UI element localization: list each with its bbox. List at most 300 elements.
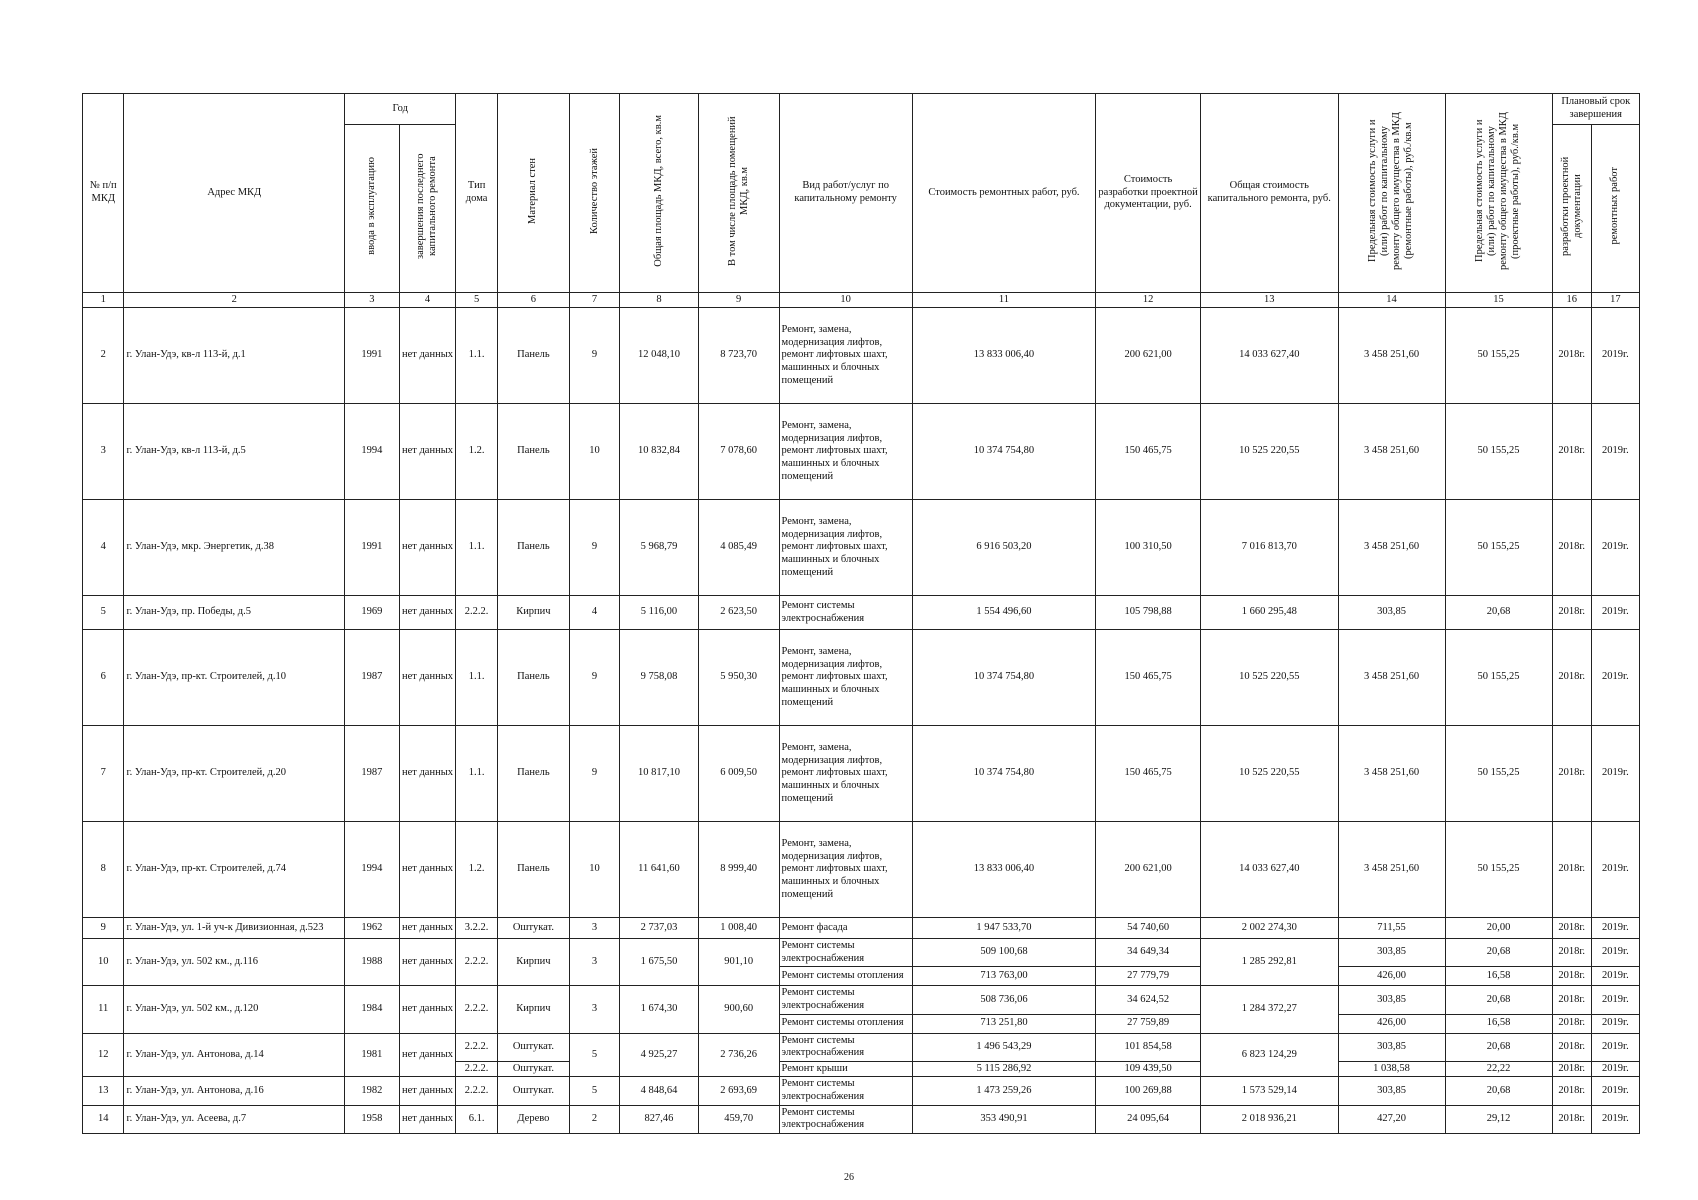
year-last-repair-cell: нет данных xyxy=(399,1077,456,1105)
total-area-cell: 12 048,10 xyxy=(620,308,699,404)
year-last-repair-cell: нет данных xyxy=(399,939,456,986)
capital-repair-table xyxy=(82,93,1640,1134)
wall-material-cell: Панель xyxy=(497,308,569,404)
deadline-repair-cell: 2019г. xyxy=(1591,1033,1639,1061)
deadline-design-cell: 2018г. xyxy=(1552,630,1591,726)
table-row xyxy=(83,726,1640,822)
design-cost-cell: 100 269,88 xyxy=(1096,1077,1201,1105)
premises-area-cell: 2 736,26 xyxy=(698,1033,779,1077)
floors-cell: 10 xyxy=(569,404,619,500)
design-cost-cell: 200 621,00 xyxy=(1096,822,1201,918)
premises-area-cell: 1 008,40 xyxy=(698,918,779,939)
deadline-repair-cell: 2019г. xyxy=(1591,939,1639,967)
repair-cost-cell: 508 736,06 xyxy=(912,986,1095,1014)
work-type-cell: Ремонт системы отопления xyxy=(779,1014,912,1033)
deadline-design-cell: 2018г. xyxy=(1552,918,1591,939)
column-number: 5 xyxy=(456,292,497,308)
table-row xyxy=(83,822,1640,918)
wall-material-cell: Дерево xyxy=(497,1105,569,1133)
deadline-repair-cell: 2019г. xyxy=(1591,630,1639,726)
work-type-cell: Ремонт крыши xyxy=(779,1061,912,1077)
design-cost-cell: 34 649,34 xyxy=(1096,939,1201,967)
max-cost-repair-cell: 711,55 xyxy=(1338,918,1445,939)
total-area-cell: 10 817,10 xyxy=(620,726,699,822)
max-cost-repair-cell: 3 458 251,60 xyxy=(1338,308,1445,404)
floors-cell: 3 xyxy=(569,986,619,1033)
total-cost-cell: 1 660 295,48 xyxy=(1200,596,1338,630)
premises-area-cell: 7 078,60 xyxy=(698,404,779,500)
design-cost-cell: 105 798,88 xyxy=(1096,596,1201,630)
total-cost-cell: 1 284 372,27 xyxy=(1200,986,1338,1033)
deadline-repair-cell: 2019г. xyxy=(1591,918,1639,939)
total-cost-cell: 6 823 124,29 xyxy=(1200,1033,1338,1077)
work-type-cell: Ремонт, замена, модернизация лифтов, ремонт лифтовых шахт, машинных и блочных помещений xyxy=(779,308,912,404)
premises-area-cell: 5 950,30 xyxy=(698,630,779,726)
address-cell: г. Улан-Удэ, ул. Антонова, д.14 xyxy=(124,1033,345,1077)
design-cost-cell: 54 740,60 xyxy=(1096,918,1201,939)
repair-cost-cell: 10 374 754,80 xyxy=(912,630,1095,726)
house-type-cell: 1.1. xyxy=(456,500,497,596)
work-type-cell: Ремонт фасада xyxy=(779,918,912,939)
deadline-repair-cell: 2019г. xyxy=(1591,1061,1639,1077)
repair-cost-cell: 713 763,00 xyxy=(912,967,1095,986)
total-cost-cell: 10 525 220,55 xyxy=(1200,630,1338,726)
floors-cell: 9 xyxy=(569,308,619,404)
header-deadline-design xyxy=(1552,125,1591,293)
wall-material-cell: Кирпич xyxy=(497,986,569,1033)
table-row xyxy=(83,500,1640,596)
year-last-repair-cell: нет данных xyxy=(399,596,456,630)
work-type-cell: Ремонт системы отопления xyxy=(779,967,912,986)
deadline-repair-cell: 2019г. xyxy=(1591,596,1639,630)
deadline-design-cell: 2018г. xyxy=(1552,596,1591,630)
house-type-cell: 1.1. xyxy=(456,308,497,404)
repair-cost-cell: 1 947 533,70 xyxy=(912,918,1095,939)
column-number: 2 xyxy=(124,292,345,308)
total-area-cell: 10 832,84 xyxy=(620,404,699,500)
repair-cost-cell: 10 374 754,80 xyxy=(912,404,1095,500)
floors-cell: 5 xyxy=(569,1033,619,1077)
total-cost-cell: 2 018 936,21 xyxy=(1200,1105,1338,1133)
header-total-cost: Общая стоимость капитального ремонта, руб. xyxy=(1200,94,1338,293)
year-commission-cell: 1987 xyxy=(345,630,400,726)
year-last-repair-cell: нет данных xyxy=(399,404,456,500)
max-cost-repair-cell: 3 458 251,60 xyxy=(1338,822,1445,918)
header-year-commission xyxy=(345,125,400,293)
table-row xyxy=(83,939,1640,967)
deadline-repair-cell: 2019г. xyxy=(1591,1077,1639,1105)
column-number: 1 xyxy=(83,292,124,308)
table-row xyxy=(83,986,1640,1014)
wall-material-cell: Кирпич xyxy=(497,939,569,986)
total-area-cell: 827,46 xyxy=(620,1105,699,1133)
year-last-repair-cell: нет данных xyxy=(399,630,456,726)
max-cost-design-cell: 20,68 xyxy=(1445,986,1552,1014)
total-area-cell: 2 737,03 xyxy=(620,918,699,939)
row-number: 2 xyxy=(83,308,124,404)
max-cost-repair-cell: 3 458 251,60 xyxy=(1338,726,1445,822)
deadline-design-cell: 2018г. xyxy=(1552,726,1591,822)
house-type-cell: 2.2.2. xyxy=(456,1033,497,1061)
max-cost-repair-cell: 3 458 251,60 xyxy=(1338,404,1445,500)
header-deadline-design-text: разработки проектной документации xyxy=(1559,156,1583,256)
table-row xyxy=(83,404,1640,500)
year-last-repair-cell: нет данных xyxy=(399,500,456,596)
floors-cell: 4 xyxy=(569,596,619,630)
max-cost-repair-cell: 3 458 251,60 xyxy=(1338,500,1445,596)
header-wall-material xyxy=(497,94,569,293)
address-cell: г. Улан-Удэ, ул. Антонова, д.16 xyxy=(124,1077,345,1105)
header-premises-area xyxy=(698,94,779,293)
year-commission-cell: 1994 xyxy=(345,404,400,500)
header-deadline-repair-text: ремонтных работ xyxy=(1609,167,1621,245)
address-cell: г. Улан-Удэ, мкр. Энергетик, д.38 xyxy=(124,500,345,596)
header-deadline-repair xyxy=(1591,125,1639,293)
work-type-cell: Ремонт, замена, модернизация лифтов, ремонт лифтовых шахт, машинных и блочных помещений xyxy=(779,404,912,500)
row-number: 9 xyxy=(83,918,124,939)
table-row xyxy=(83,308,1640,404)
repair-cost-cell: 1 473 259,26 xyxy=(912,1077,1095,1105)
deadline-repair-cell: 2019г. xyxy=(1591,404,1639,500)
design-cost-cell: 150 465,75 xyxy=(1096,726,1201,822)
max-cost-repair-cell: 303,85 xyxy=(1338,596,1445,630)
max-cost-design-cell: 16,58 xyxy=(1445,1014,1552,1033)
work-type-cell: Ремонт системы электроснабжения xyxy=(779,939,912,967)
wall-material-cell: Панель xyxy=(497,630,569,726)
wall-material-cell: Оштукат. xyxy=(497,918,569,939)
max-cost-design-cell: 50 155,25 xyxy=(1445,308,1552,404)
header-design-cost: Стоимость разработки проектной документации, руб. xyxy=(1096,94,1201,293)
header-total-area xyxy=(620,94,699,293)
floors-cell: 3 xyxy=(569,939,619,986)
total-area-cell: 1 674,30 xyxy=(620,986,699,1033)
total-area-cell: 9 758,08 xyxy=(620,630,699,726)
header-address: Адрес МКД xyxy=(124,94,345,293)
total-cost-cell: 2 002 274,30 xyxy=(1200,918,1338,939)
year-last-repair-cell: нет данных xyxy=(399,308,456,404)
row-number: 4 xyxy=(83,500,124,596)
deadline-design-cell: 2018г. xyxy=(1552,1014,1591,1033)
design-cost-cell: 109 439,50 xyxy=(1096,1061,1201,1077)
header-wall-material-text: Материал стен xyxy=(527,157,539,224)
max-cost-design-cell: 20,00 xyxy=(1445,918,1552,939)
design-cost-cell: 27 779,79 xyxy=(1096,967,1201,986)
repair-cost-cell: 509 100,68 xyxy=(912,939,1095,967)
table-row xyxy=(83,1105,1640,1133)
total-area-cell: 4 925,27 xyxy=(620,1033,699,1077)
total-area-cell: 4 848,64 xyxy=(620,1077,699,1105)
header-repair-cost: Стоимость ремонтных работ, руб. xyxy=(912,94,1095,293)
wall-material-cell: Кирпич xyxy=(497,596,569,630)
column-number-row xyxy=(83,292,1640,308)
total-cost-cell: 1 573 529,14 xyxy=(1200,1077,1338,1105)
deadline-repair-cell: 2019г. xyxy=(1591,967,1639,986)
max-cost-repair-cell: 426,00 xyxy=(1338,967,1445,986)
row-number: 3 xyxy=(83,404,124,500)
max-cost-design-cell: 16,58 xyxy=(1445,967,1552,986)
max-cost-design-cell: 20,68 xyxy=(1445,1077,1552,1105)
year-last-repair-cell: нет данных xyxy=(399,1105,456,1133)
address-cell: г. Улан-Удэ, кв-л 113-й, д.1 xyxy=(124,308,345,404)
max-cost-design-cell: 22,22 xyxy=(1445,1061,1552,1077)
wall-material-cell: Оштукат. xyxy=(497,1033,569,1061)
house-type-cell: 2.2.2. xyxy=(456,596,497,630)
repair-cost-cell: 10 374 754,80 xyxy=(912,726,1095,822)
table-row xyxy=(83,918,1640,939)
year-commission-cell: 1991 xyxy=(345,308,400,404)
total-cost-cell: 10 525 220,55 xyxy=(1200,726,1338,822)
total-cost-cell: 7 016 813,70 xyxy=(1200,500,1338,596)
wall-material-cell: Панель xyxy=(497,726,569,822)
design-cost-cell: 150 465,75 xyxy=(1096,630,1201,726)
header-max-cost-design xyxy=(1445,94,1552,293)
row-number: 11 xyxy=(83,986,124,1033)
max-cost-design-cell: 20,68 xyxy=(1445,939,1552,967)
design-cost-cell: 150 465,75 xyxy=(1096,404,1201,500)
premises-area-cell: 4 085,49 xyxy=(698,500,779,596)
year-commission-cell: 1969 xyxy=(345,596,400,630)
max-cost-repair-cell: 426,00 xyxy=(1338,1014,1445,1033)
year-commission-cell: 1994 xyxy=(345,822,400,918)
year-commission-cell: 1981 xyxy=(345,1033,400,1077)
year-last-repair-cell: нет данных xyxy=(399,726,456,822)
header-year-group: Год xyxy=(345,94,456,125)
year-commission-cell: 1988 xyxy=(345,939,400,986)
row-number: 13 xyxy=(83,1077,124,1105)
year-commission-cell: 1982 xyxy=(345,1077,400,1105)
year-last-repair-cell: нет данных xyxy=(399,986,456,1033)
deadline-design-cell: 2018г. xyxy=(1552,500,1591,596)
column-number: 6 xyxy=(497,292,569,308)
header-max-cost-repair xyxy=(1338,94,1445,293)
table-row xyxy=(83,596,1640,630)
header-house-type: Тип дома xyxy=(456,94,497,293)
floors-cell: 9 xyxy=(569,500,619,596)
floors-cell: 2 xyxy=(569,1105,619,1133)
house-type-cell: 1.1. xyxy=(456,630,497,726)
deadline-design-cell: 2018г. xyxy=(1552,1061,1591,1077)
house-type-cell: 2.2.2. xyxy=(456,939,497,986)
header-floors xyxy=(569,94,619,293)
row-number: 7 xyxy=(83,726,124,822)
premises-area-cell: 459,70 xyxy=(698,1105,779,1133)
total-cost-cell: 14 033 627,40 xyxy=(1200,822,1338,918)
repair-cost-cell: 13 833 006,40 xyxy=(912,822,1095,918)
premises-area-cell: 8 999,40 xyxy=(698,822,779,918)
premises-area-cell: 2 623,50 xyxy=(698,596,779,630)
address-cell: г. Улан-Удэ, ул. 502 км., д.116 xyxy=(124,939,345,986)
house-type-cell: 2.2.2. xyxy=(456,986,497,1033)
max-cost-design-cell: 50 155,25 xyxy=(1445,822,1552,918)
work-type-cell: Ремонт, замена, модернизация лифтов, ремонт лифтовых шахт, машинных и блочных помещений xyxy=(779,726,912,822)
row-number: 5 xyxy=(83,596,124,630)
repair-cost-cell: 1 554 496,60 xyxy=(912,596,1095,630)
year-commission-cell: 1991 xyxy=(345,500,400,596)
house-type-cell: 2.2.2. xyxy=(456,1061,497,1077)
max-cost-design-cell: 50 155,25 xyxy=(1445,630,1552,726)
header-year-commission-text: ввода в эксплуатацию xyxy=(365,157,377,255)
column-number: 3 xyxy=(345,292,400,308)
max-cost-repair-cell: 3 458 251,60 xyxy=(1338,630,1445,726)
table-row xyxy=(83,1077,1640,1105)
year-last-repair-cell: нет данных xyxy=(399,918,456,939)
house-type-cell: 2.2.2. xyxy=(456,1077,497,1105)
wall-material-cell: Панель xyxy=(497,404,569,500)
header-work-type: Вид работ/услуг по капитальному ремонту xyxy=(779,94,912,293)
max-cost-repair-cell: 303,85 xyxy=(1338,1077,1445,1105)
repair-cost-cell: 13 833 006,40 xyxy=(912,308,1095,404)
column-number: 4 xyxy=(399,292,456,308)
column-number: 17 xyxy=(1591,292,1639,308)
design-cost-cell: 100 310,50 xyxy=(1096,500,1201,596)
table-row xyxy=(83,1033,1640,1061)
year-last-repair-cell: нет данных xyxy=(399,1033,456,1077)
page-number: 26 xyxy=(844,1172,854,1183)
address-cell: г. Улан-Удэ, кв-л 113-й, д.5 xyxy=(124,404,345,500)
deadline-repair-cell: 2019г. xyxy=(1591,1105,1639,1133)
premises-area-cell: 6 009,50 xyxy=(698,726,779,822)
max-cost-repair-cell: 303,85 xyxy=(1338,986,1445,1014)
work-type-cell: Ремонт системы электроснабжения xyxy=(779,1033,912,1061)
deadline-design-cell: 2018г. xyxy=(1552,1105,1591,1133)
deadline-repair-cell: 2019г. xyxy=(1591,986,1639,1014)
row-number: 6 xyxy=(83,630,124,726)
year-commission-cell: 1987 xyxy=(345,726,400,822)
deadline-repair-cell: 2019г. xyxy=(1591,1014,1639,1033)
row-number: 12 xyxy=(83,1033,124,1077)
total-cost-cell: 1 285 292,81 xyxy=(1200,939,1338,986)
design-cost-cell: 24 095,64 xyxy=(1096,1105,1201,1133)
design-cost-cell: 101 854,58 xyxy=(1096,1033,1201,1061)
row-number: 14 xyxy=(83,1105,124,1133)
deadline-repair-cell: 2019г. xyxy=(1591,308,1639,404)
header-year-last-repair-text: завершения последнего капитального ремонта xyxy=(415,153,439,259)
address-cell: г. Улан-Удэ, пр. Победы, д.5 xyxy=(124,596,345,630)
column-number: 15 xyxy=(1445,292,1552,308)
table-body xyxy=(83,308,1640,1134)
house-type-cell: 3.2.2. xyxy=(456,918,497,939)
house-type-cell: 1.2. xyxy=(456,404,497,500)
deadline-design-cell: 2018г. xyxy=(1552,939,1591,967)
deadline-design-cell: 2018г. xyxy=(1552,967,1591,986)
header-premises-area-text: В том числе площадь помещений МКД, кв.м xyxy=(726,115,750,266)
address-cell: г. Улан-Удэ, пр-кт. Строителей, д.74 xyxy=(124,822,345,918)
header-deadline-group: Плановый срок завершения xyxy=(1552,94,1639,125)
total-cost-cell: 10 525 220,55 xyxy=(1200,404,1338,500)
max-cost-repair-cell: 1 038,58 xyxy=(1338,1061,1445,1077)
wall-material-cell: Оштукат. xyxy=(497,1061,569,1077)
header-year-last-repair xyxy=(399,125,456,293)
repair-cost-cell: 353 490,91 xyxy=(912,1105,1095,1133)
column-number: 14 xyxy=(1338,292,1445,308)
max-cost-design-cell: 20,68 xyxy=(1445,596,1552,630)
row-number: 10 xyxy=(83,939,124,986)
total-area-cell: 5 968,79 xyxy=(620,500,699,596)
deadline-design-cell: 2018г. xyxy=(1552,1077,1591,1105)
max-cost-repair-cell: 303,85 xyxy=(1338,1033,1445,1061)
work-type-cell: Ремонт, замена, модернизация лифтов, ремонт лифтовых шахт, машинных и блочных помещений xyxy=(779,500,912,596)
column-number: 16 xyxy=(1552,292,1591,308)
floors-cell: 10 xyxy=(569,822,619,918)
house-type-cell: 1.2. xyxy=(456,822,497,918)
address-cell: г. Улан-Удэ, ул. 1-й уч-к Дивизионная, д.523 xyxy=(124,918,345,939)
column-number: 8 xyxy=(620,292,699,308)
max-cost-design-cell: 29,12 xyxy=(1445,1105,1552,1133)
year-last-repair-cell: нет данных xyxy=(399,822,456,918)
column-number: 9 xyxy=(698,292,779,308)
year-commission-cell: 1984 xyxy=(345,986,400,1033)
deadline-repair-cell: 2019г. xyxy=(1591,822,1639,918)
repair-cost-cell: 6 916 503,20 xyxy=(912,500,1095,596)
house-type-cell: 6.1. xyxy=(456,1105,497,1133)
premises-area-cell: 8 723,70 xyxy=(698,308,779,404)
header-num: № п/п МКД xyxy=(83,94,124,293)
column-number: 12 xyxy=(1096,292,1201,308)
design-cost-cell: 200 621,00 xyxy=(1096,308,1201,404)
premises-area-cell: 2 693,69 xyxy=(698,1077,779,1105)
house-type-cell: 1.1. xyxy=(456,726,497,822)
work-type-cell: Ремонт, замена, модернизация лифтов, ремонт лифтовых шахт, машинных и блочных помещений xyxy=(779,822,912,918)
deadline-repair-cell: 2019г. xyxy=(1591,500,1639,596)
floors-cell: 5 xyxy=(569,1077,619,1105)
work-type-cell: Ремонт, замена, модернизация лифтов, ремонт лифтовых шахт, машинных и блочных помещений xyxy=(779,630,912,726)
floors-cell: 3 xyxy=(569,918,619,939)
year-commission-cell: 1958 xyxy=(345,1105,400,1133)
floors-cell: 9 xyxy=(569,630,619,726)
deadline-design-cell: 2018г. xyxy=(1552,986,1591,1014)
premises-area-cell: 901,10 xyxy=(698,939,779,986)
column-number: 13 xyxy=(1200,292,1338,308)
total-area-cell: 5 116,00 xyxy=(620,596,699,630)
max-cost-design-cell: 50 155,25 xyxy=(1445,726,1552,822)
address-cell: г. Улан-Удэ, пр-кт. Строителей, д.10 xyxy=(124,630,345,726)
repair-cost-cell: 1 496 543,29 xyxy=(912,1033,1095,1061)
repair-cost-cell: 5 115 286,92 xyxy=(912,1061,1095,1077)
max-cost-design-cell: 50 155,25 xyxy=(1445,404,1552,500)
deadline-design-cell: 2018г. xyxy=(1552,404,1591,500)
work-type-cell: Ремонт системы электроснабжения xyxy=(779,986,912,1014)
deadline-repair-cell: 2019г. xyxy=(1591,726,1639,822)
total-area-cell: 11 641,60 xyxy=(620,822,699,918)
work-type-cell: Ремонт системы электроснабжения xyxy=(779,1077,912,1105)
deadline-design-cell: 2018г. xyxy=(1552,822,1591,918)
row-number: 8 xyxy=(83,822,124,918)
column-number: 11 xyxy=(912,292,1095,308)
wall-material-cell: Панель xyxy=(497,500,569,596)
column-number: 10 xyxy=(779,292,912,308)
header-total-area-text: Общая площадь МКД, всего, кв.м xyxy=(652,114,664,267)
wall-material-cell: Оштукат. xyxy=(497,1077,569,1105)
address-cell: г. Улан-Удэ, пр-кт. Строителей, д.20 xyxy=(124,726,345,822)
max-cost-design-cell: 50 155,25 xyxy=(1445,500,1552,596)
header-max-cost-repair-text: Предельная стоимость услуги и (или) работ по капитальному ремонту общего имущества в МКД (ремонтные работы), руб./кв.м xyxy=(1367,111,1415,270)
total-area-cell: 1 675,50 xyxy=(620,939,699,986)
floors-cell: 9 xyxy=(569,726,619,822)
premises-area-cell: 900,60 xyxy=(698,986,779,1033)
table-row xyxy=(83,630,1640,726)
design-cost-cell: 34 624,52 xyxy=(1096,986,1201,1014)
max-cost-repair-cell: 427,20 xyxy=(1338,1105,1445,1133)
year-commission-cell: 1962 xyxy=(345,918,400,939)
wall-material-cell: Панель xyxy=(497,822,569,918)
deadline-design-cell: 2018г. xyxy=(1552,1033,1591,1061)
max-cost-repair-cell: 303,85 xyxy=(1338,939,1445,967)
address-cell: г. Улан-Удэ, ул. Асеева, д.7 xyxy=(124,1105,345,1133)
column-number: 7 xyxy=(569,292,619,308)
deadline-design-cell: 2018г. xyxy=(1552,308,1591,404)
work-type-cell: Ремонт системы электроснабжения xyxy=(779,596,912,630)
max-cost-design-cell: 20,68 xyxy=(1445,1033,1552,1061)
